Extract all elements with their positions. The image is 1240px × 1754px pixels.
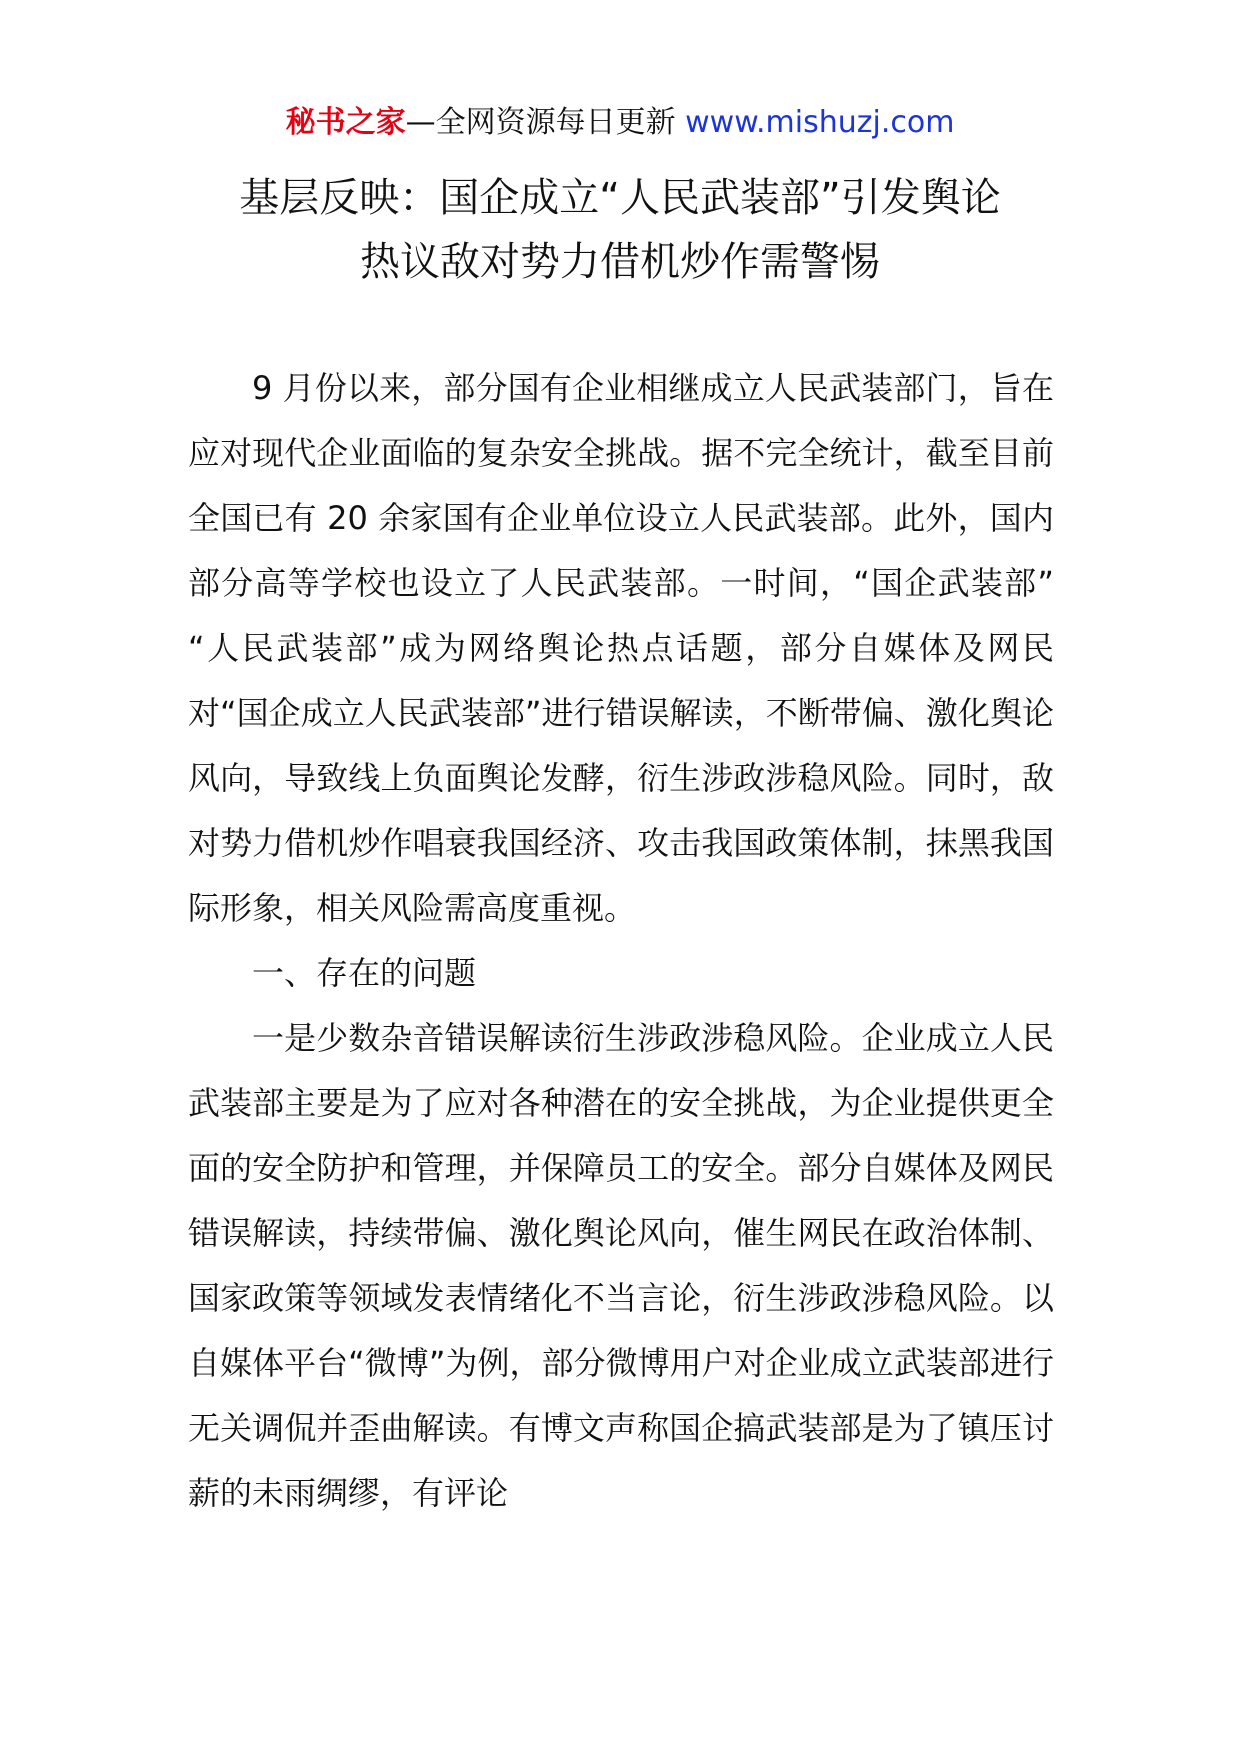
- body-paragraph: 一是少数杂音错误解读衍生涉政涉稳风险。企业成立人民武装部主要是为了应对各种潜在的安全挑战，为企业提供更全面的安全防护和管理，并保障员工的安全。部分自媒体及网民错误解读，持续带偏、激化舆论风向，催生网民在政治体制、国家政策等领域发表情绪化不当言论，衍生涉政涉稳风险。以自媒体平台“微博”为例，部分微博用户对企业成立武装部进行无关调侃并歪曲解读。有博文声称国企搞武装部是为了镇压讨薪的未雨绸缪，有评论: [188, 1019, 1054, 1512]
- site-header: [0, 100, 1240, 146]
- title-line-1: 基层反映：国企成立“人民武装部”引发舆论: [239, 175, 1001, 221]
- document-body: [188, 356, 1054, 1526]
- section-heading: 一、存在的问题: [252, 954, 477, 992]
- title-line-2: 热议敌对势力借机炒作需警惕: [360, 239, 880, 285]
- header-url-link[interactable]: www.mishuzj.com: [685, 105, 955, 140]
- intro-paragraph: 9 月份以来，部分国有企业相继成立人民武装部门，旨在应对现代企业面临的复杂安全挑战。据不完全统计，截至目前全国已有 20 余家国有企业单位设立人民武装部。此外，国内部分高等学校也设立了人民武装部。一时间，“国企武装部” “人民武装部”成为网络舆论热点话题，部分自媒体及网民对“国企成立人民武装部”进行错误解读，不断带偏、激化舆论风向，导致线上负面舆论发酵，衍生涉政涉稳风险。同时，敌对势力借机炒作唱衰我国经济、攻击我国政策体制，抹黑我国际形象，相关风险需高度重视。: [188, 369, 1054, 927]
- header-brand: 秘书之家: [285, 105, 406, 140]
- header-tagline: —全网资源每日更新: [405, 105, 676, 140]
- document-title: [150, 166, 1090, 294]
